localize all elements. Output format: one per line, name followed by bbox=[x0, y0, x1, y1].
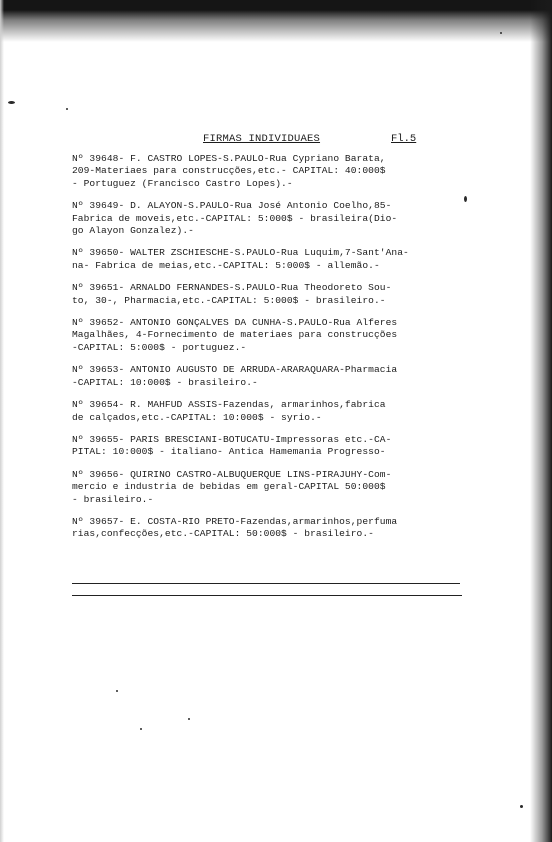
entry-line: rias,confecções,etc.-CAPITAL: 50:000$ - brasileiro.- bbox=[72, 528, 374, 540]
registry-entry bbox=[72, 399, 464, 424]
entry-line: 209-Materiaes para construcções,etc.- CAPITAL: 40:000$ bbox=[72, 165, 386, 177]
entry-line: de calçados,etc.-CAPITAL: 10:000$ - syrio.- bbox=[72, 411, 322, 423]
entry-line: Nº 39655- PARIS BRESCIANI-BOTUCATU-Impressoras etc.-CA- bbox=[72, 433, 392, 445]
entry-line: Fabrica de moveis,etc.-CAPITAL: 5:000$ - brasileira(Dio- bbox=[72, 212, 398, 224]
closing-rule bbox=[72, 583, 460, 584]
registry-entry bbox=[72, 516, 464, 541]
scan-speck bbox=[188, 718, 190, 720]
scan-shadow-right bbox=[530, 0, 552, 842]
entry-line: Nº 39652- ANTONIO GONÇALVES DA CUNHA-S.PAULO-Rua Alferes bbox=[72, 317, 398, 329]
scan-speck bbox=[520, 805, 523, 808]
entry-line: na- Fabrica de meias,etc.-CAPITAL: 5:000$ - allemão.- bbox=[72, 259, 380, 271]
registry-entry bbox=[72, 317, 464, 354]
page-heading bbox=[0, 133, 552, 149]
registry-entry bbox=[72, 469, 464, 506]
registry-entry bbox=[72, 247, 464, 272]
scan-shadow-top bbox=[0, 0, 552, 50]
document-title: FIRMAS INDIVIDUAES bbox=[203, 133, 321, 145]
entry-line: to, 30-, Pharmacia,etc.-CAPITAL: 5:000$ - brasileiro.- bbox=[72, 294, 386, 306]
registry-entry bbox=[72, 282, 464, 307]
entry-line: -CAPITAL: 5:000$ - portuguez.- bbox=[72, 341, 247, 353]
entry-line: go Alayon Gonzalez).- bbox=[72, 225, 194, 237]
scan-speck bbox=[8, 101, 15, 104]
registry-entry bbox=[72, 364, 464, 389]
entry-line: Nº 39657- E. COSTA-RIO PRETO-Fazendas,armarinhos,perfuma bbox=[72, 515, 398, 527]
entry-line: Nº 39650- WALTER ZSCHIESCHE-S.PAULO-Rua Luquim,7-Sant'Ana- bbox=[72, 247, 409, 259]
entry-line: Nº 39654- R. MAHFUD ASSIS-Fazendas, armarinhos,fabrica bbox=[72, 399, 386, 411]
registry-entries bbox=[72, 153, 464, 551]
closing-rule bbox=[72, 595, 462, 596]
entry-line: Nº 39653- ANTONIO AUGUSTO DE ARRUDA-ARARAQUARA-Pharmacia bbox=[72, 364, 398, 376]
entry-line: mercio e industria de bebidas em geral-CAPITAL 50:000$ bbox=[72, 481, 386, 493]
folio-number: Fl.5 bbox=[391, 133, 417, 145]
scan-speck bbox=[464, 196, 467, 202]
entry-line: Nº 39656- QUIRINO CASTRO-ALBUQUERQUE LINS-PIRAJUHY-Com- bbox=[72, 468, 392, 480]
scan-shadow-left bbox=[0, 0, 4, 842]
scan-speck bbox=[66, 108, 68, 110]
entry-line: -CAPITAL: 10:000$ - brasileiro.- bbox=[72, 376, 258, 388]
registry-entry bbox=[72, 153, 464, 190]
entry-line: Nº 39648- F. CASTRO LOPES-S.PAULO-Rua Cypriano Barata, bbox=[72, 153, 386, 164]
scan-speck bbox=[116, 690, 118, 692]
entry-line: - brasileiro.- bbox=[72, 493, 154, 505]
registry-entry bbox=[72, 434, 464, 459]
entry-line: Magalhães, 4-Fornecimento de materiaes para construcções bbox=[72, 329, 398, 341]
registry-entry bbox=[72, 200, 464, 237]
scan-speck bbox=[500, 32, 502, 34]
entry-line: PITAL: 10:000$ - italiano- Antica Hamemania Progresso- bbox=[72, 446, 386, 458]
scan-speck bbox=[140, 728, 142, 730]
entry-line: Nº 39651- ARNALDO FERNANDES-S.PAULO-Rua Theodoreto Sou- bbox=[72, 282, 392, 294]
entry-line: Nº 39649- D. ALAYON-S.PAULO-Rua José Antonio Coelho,85- bbox=[72, 200, 392, 212]
entry-line: - Portuguez (Francisco Castro Lopes).- bbox=[72, 177, 293, 189]
